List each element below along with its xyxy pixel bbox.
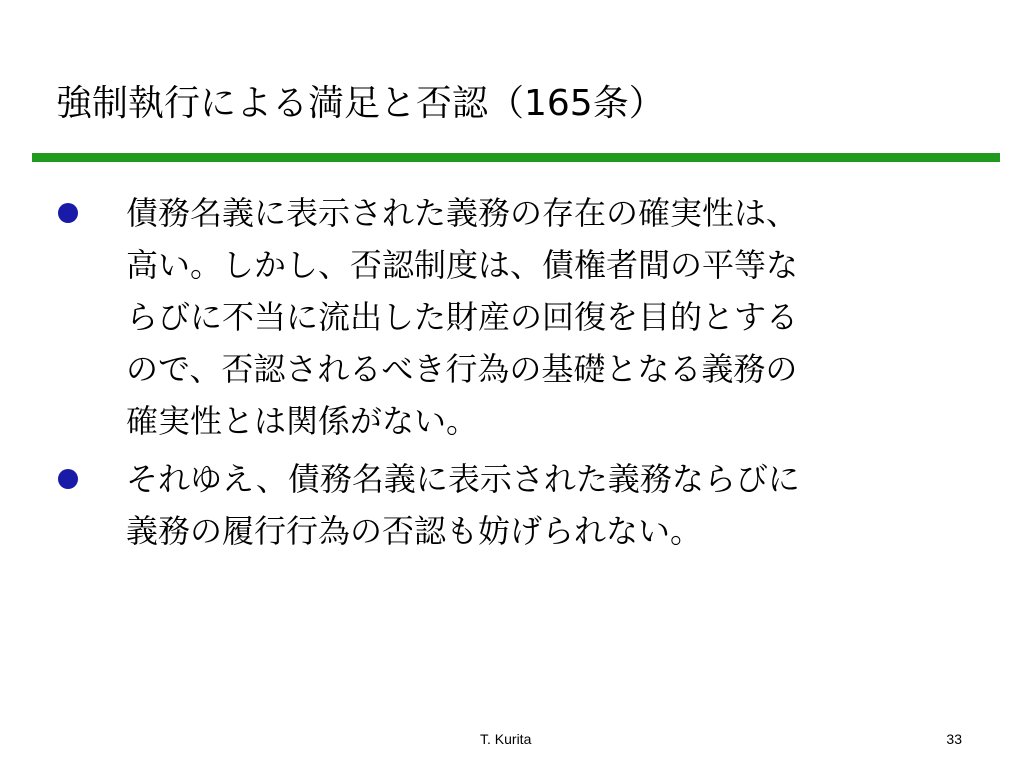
bullet-text-line: 確実性とは関係がない。: [126, 402, 479, 440]
bullet-dot-icon: [58, 203, 78, 223]
bullet-list: [56, 187, 976, 563]
bullet-text-line: それゆえ、債務名義に表示された義務ならびに: [126, 460, 800, 498]
bullet-text-line: ので、否認されるべき行為の基礎となる義務の: [126, 350, 798, 388]
bullet-text-line: 債務名義に表示された義務の存在の確実性は、: [126, 194, 799, 232]
footer-author: T. Kurita: [480, 731, 532, 747]
bullet-text-line: らびに不当に流出した財産の回復を目的とする: [126, 298, 799, 336]
bullet-dot-icon: [58, 469, 78, 489]
slide-title: 強制執行による満足と否認（165条）: [56, 83, 665, 124]
bullet-item: [56, 453, 976, 557]
bullet-text-line: 高い。しかし、否認制度は、債権者間の平等な: [126, 246, 799, 284]
bullet-item: [56, 187, 976, 447]
title-underline-rule: [32, 153, 1000, 162]
bullet-text-line: 義務の履行行為の否認も妨げられない。: [126, 512, 703, 550]
page-number: 33: [946, 731, 962, 747]
